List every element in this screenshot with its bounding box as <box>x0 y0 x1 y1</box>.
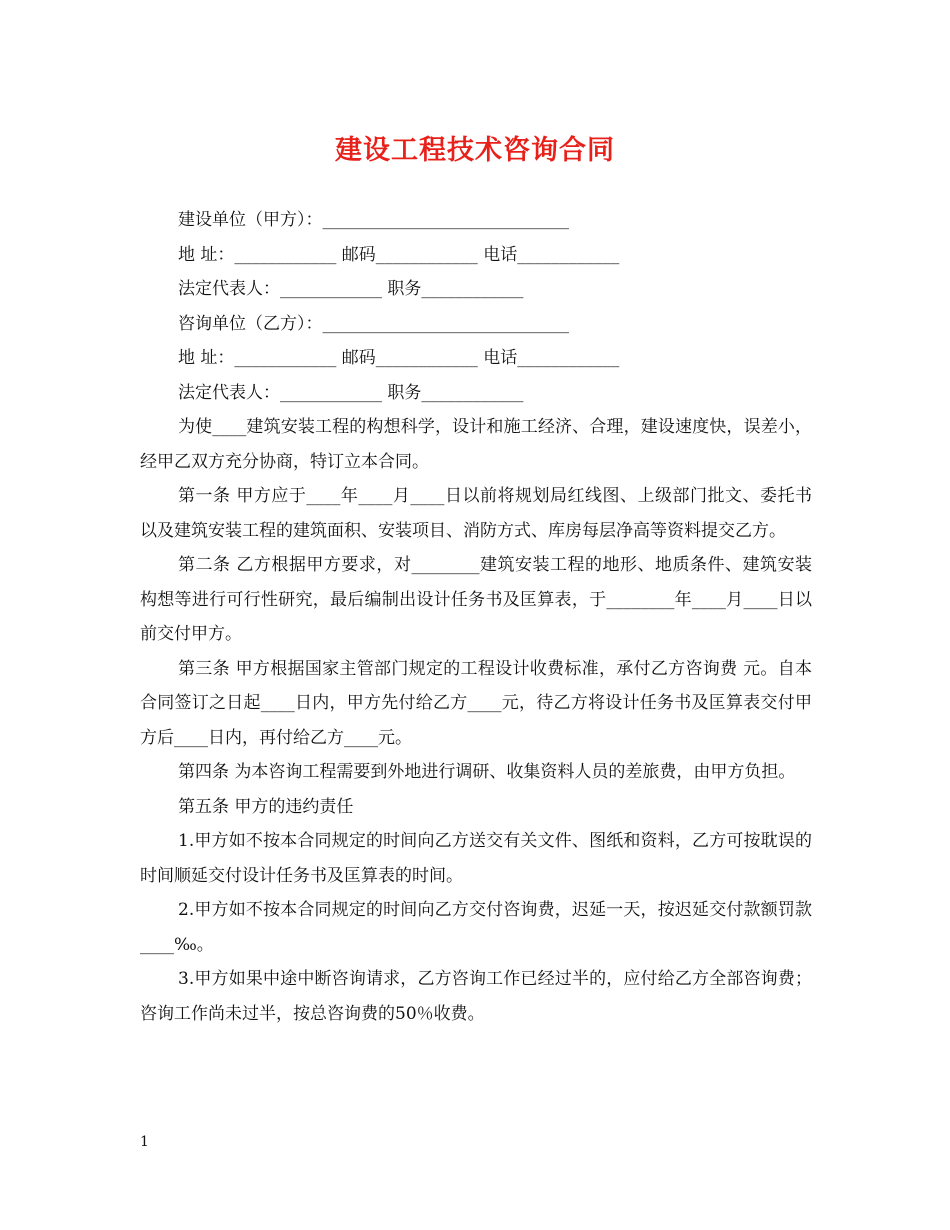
article-5-heading: 第五条 甲方的违约责任 <box>178 796 354 817</box>
party-a-name-field: 建设单位（甲方）：_____________________________ <box>178 210 569 230</box>
document-title: 建设工程技术咨询合同 <box>335 135 615 166</box>
party-b-address-field: 地 址：____________ 邮码____________ 电话____________ <box>178 348 620 368</box>
article-5-clause-1: 1.甲方如不按本合同规定的时间向乙方送交有关文件、图纸和资料，乙方可按耽误的时间顺延交付设计任务书及匡算表的时间。 <box>140 831 812 886</box>
document-body <box>140 203 812 1031</box>
preamble-paragraph: 为使____建筑安装工程的构想科学，设计和施工经济、合理，建设速度快，误差小，经甲乙双方充分协商，特订立本合同。 <box>140 417 812 472</box>
article-3-paragraph: 第三条 甲方根据国家主管部门规定的工程设计收费标准，承付乙方咨询费 元。自本合同签订之日起____日内，甲方先付给乙方____元，待乙方将设计任务书及匡算表交付甲方后____日内，再付给乙方____元。 <box>140 658 812 748</box>
article-4-paragraph: 第四条 为本咨询工程需要到外地进行调研、收集资料人员的差旅费，由甲方负担。 <box>178 762 796 782</box>
party-a-representative-field: 法定代表人：____________ 职务____________ <box>178 279 524 299</box>
article-1-paragraph: 第一条 甲方应于____年____月____日以前将规划局红线图、上级部门批文、委托书以及建筑安装工程的建筑面积、安装项目、消防方式、库房每层净高等资料提交乙方。 <box>140 486 812 541</box>
article-5-clause-2: 2.甲方如不按本合同规定的时间向乙方交付咨询费，迟延一天，按迟延交付款额罚款____‰。 <box>140 900 812 955</box>
party-b-representative-field: 法定代表人：____________ 职务____________ <box>178 382 524 403</box>
article-2-paragraph: 第二条 乙方根据甲方要求，对________建筑安装工程的地形、地质条件、建筑安装构想等进行可行性研究，最后编制出设计任务书及匡算表，于________年____月____日以前交付甲方。 <box>140 555 812 644</box>
page-number: 1 <box>140 1134 149 1150</box>
party-a-address-field: 地 址：____________ 邮码____________ 电话____________ <box>178 244 620 265</box>
article-5-clause-3: 3.甲方如果中途中断咨询请求，乙方咨询工作已经过半的，应付给乙方全部咨询费；咨询工作尚未过半，按总咨询费的50％收费。 <box>140 969 812 1024</box>
party-b-name-field: 咨询单位（乙方）：_____________________________ <box>178 313 569 334</box>
